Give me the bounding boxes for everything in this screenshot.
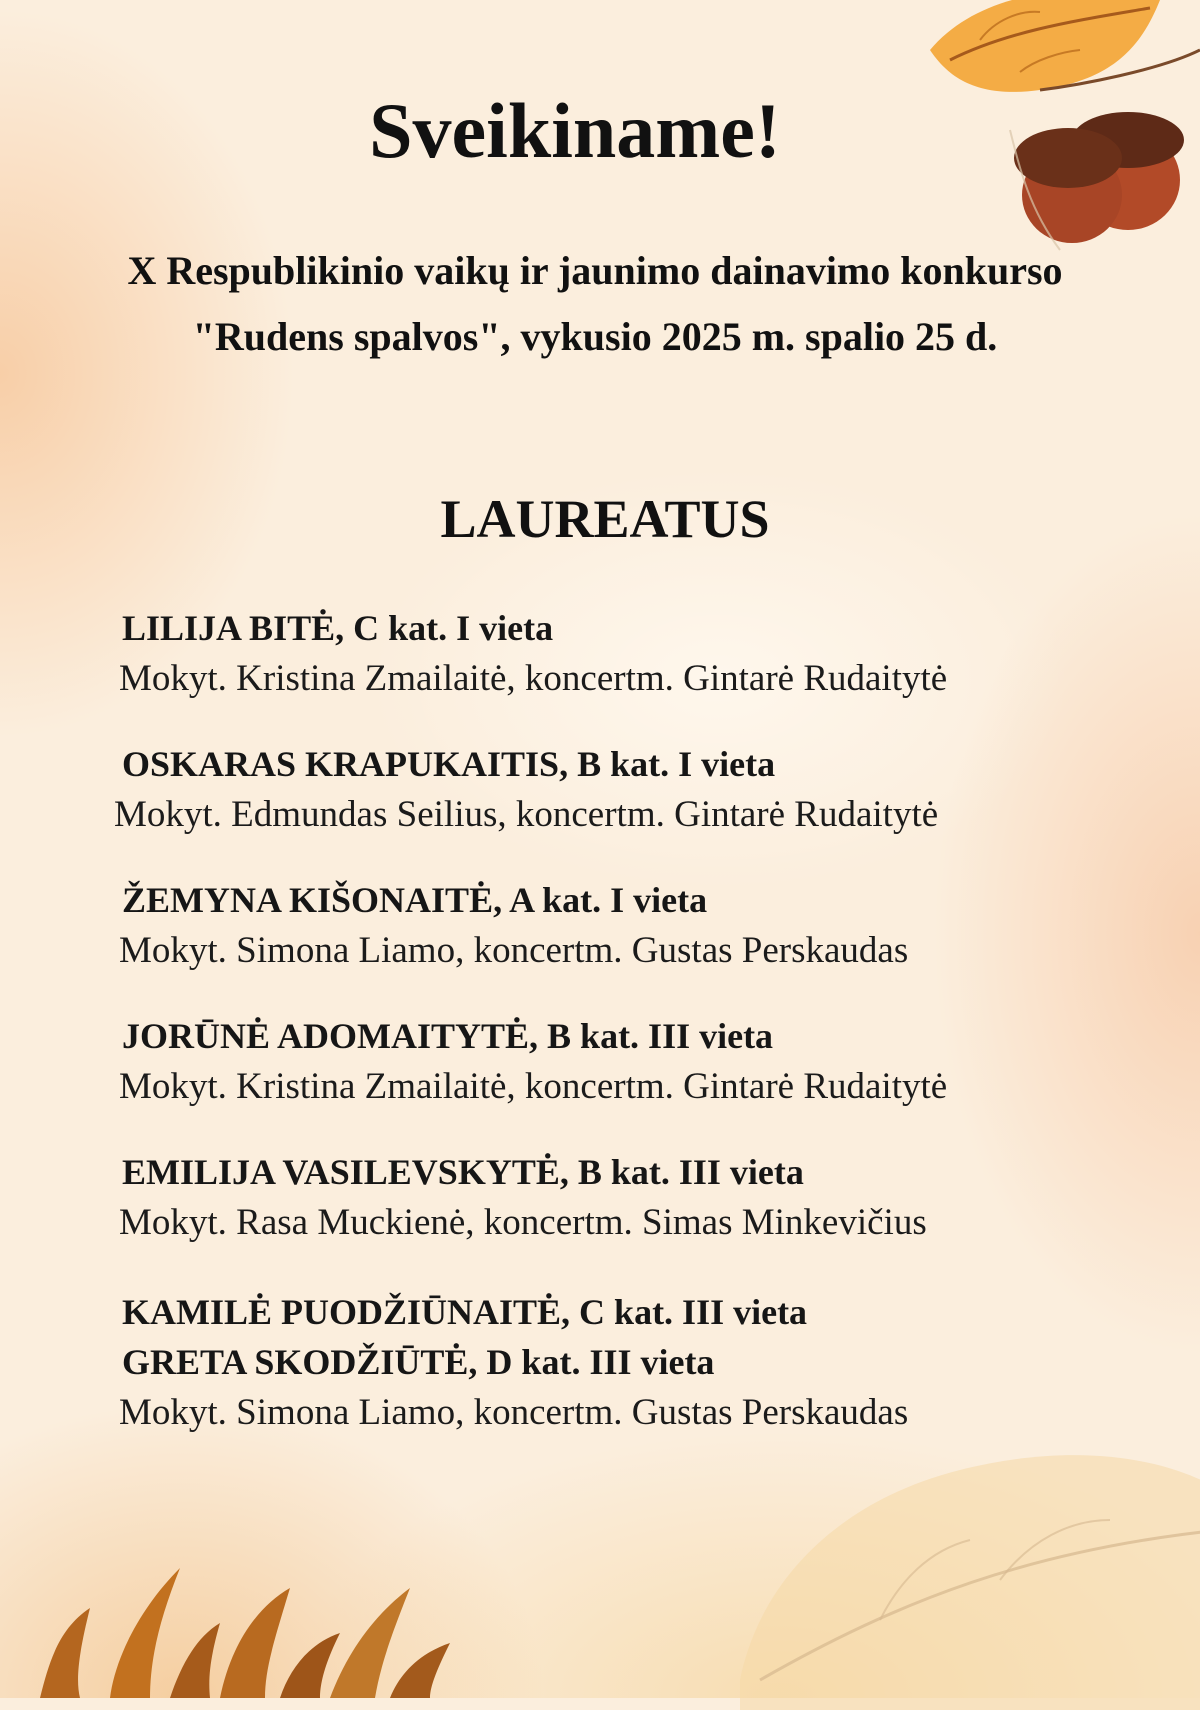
teacher-line: Mokyt. Edmundas Seilius, koncertm. Gintarė Rudaitytė [114,794,939,835]
laureate-name: ŽEMYNA KIŠONAITĖ, A kat. I vieta [122,880,708,920]
teacher-line: Mokyt. Kristina Zmailaitė, koncertm. Gintarė Rudaitytė [119,1066,948,1107]
laureate-name: OSKARAS KRAPUKAITIS, B kat. I vieta [122,744,776,784]
laureate-name: EMILIJA VASILEVSKYTĖ, B kat. III vieta [122,1152,804,1192]
laureate-name: LILIJA BITĖ, C kat. I vieta [122,608,554,648]
teacher-line: Mokyt. Simona Liamo, koncertm. Gustas Perskaudas [119,1392,909,1433]
teacher-line: Mokyt. Simona Liamo, koncertm. Gustas Perskaudas [119,930,909,971]
event-description: X Respublikinio vaikų ir jaunimo dainavimo konkurso "Rudens spalvos", vykusio 2025 m. spalio 25 d. [127,248,1063,359]
teacher-line: Mokyt. Kristina Zmailaitė, koncertm. Gintarė Rudaitytė [119,658,948,699]
laureate-entry [119,1147,1122,1249]
laureate-entry [114,739,1122,841]
laureate-entry [119,1011,1122,1113]
page-title: Sveikiname! [369,87,781,174]
teacher-line: Mokyt. Rasa Muckienė, koncertm. Simas Minkevičius [119,1202,927,1243]
laureate-name: KAMILĖ PUODŽIŪNAITĖ, C kat. III vieta [122,1292,808,1332]
laureate-name: GRETA SKODŽIŪTĖ, D kat. III vieta [122,1342,715,1382]
laureate-name: JORŪNĖ ADOMAITYTĖ, B kat. III vieta [122,1016,774,1056]
laureate-entry [119,1287,1122,1439]
section-heading: LAUREATUS [440,489,770,549]
laureate-entry [119,603,1122,705]
laureate-entry [119,875,1122,977]
